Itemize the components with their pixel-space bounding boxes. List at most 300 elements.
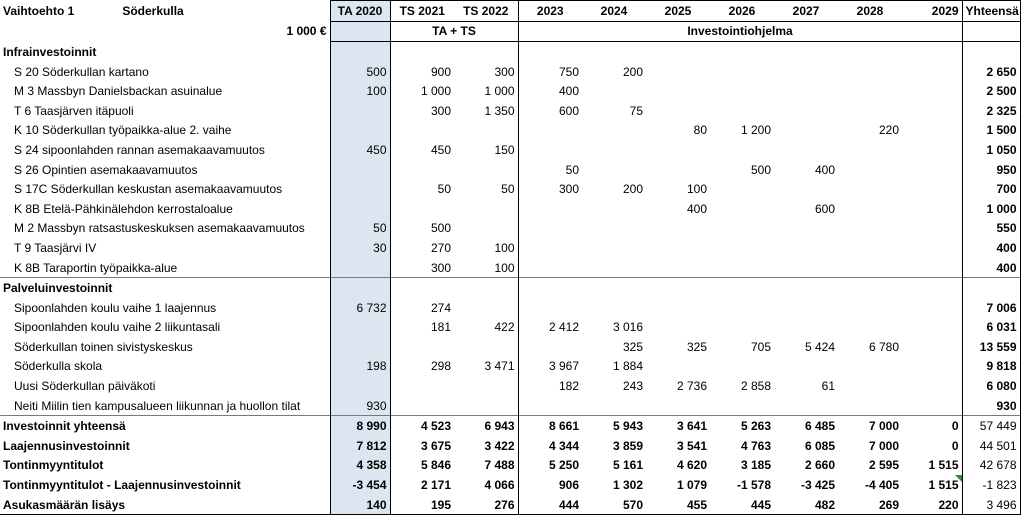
value-cell: [518, 121, 582, 141]
value-cell: [518, 396, 582, 416]
summary-value: 455: [646, 495, 710, 515]
value-cell: 298: [430, 359, 451, 374]
table-row: [0, 258, 1020, 278]
col-2029: 2029: [902, 1, 962, 22]
value-cell: 3 967: [548, 359, 579, 374]
summary-value: 4 620: [676, 458, 707, 473]
value-cell: [710, 81, 774, 101]
value-cell: [390, 337, 454, 357]
empty-cell: [582, 278, 646, 298]
value-cell: [774, 62, 838, 82]
table-row: [0, 121, 1020, 141]
value-cell: 75: [629, 103, 643, 118]
value-cell: [774, 258, 838, 278]
total-cell: 9 818: [962, 357, 1020, 377]
summary-value: 1 515: [928, 458, 959, 473]
col-2027: 2027: [774, 1, 838, 22]
summary-value: 2 595: [868, 458, 899, 473]
value-cell: [838, 376, 902, 396]
summary-value: 1 515: [902, 475, 962, 495]
value-cell: [582, 121, 646, 141]
value-cell: 5 424: [804, 339, 835, 354]
summary-value: 3 541: [676, 438, 707, 453]
value-cell: 3 471: [454, 357, 518, 377]
summary-row: [0, 475, 1020, 495]
value-cell: 2 858: [740, 379, 771, 394]
summary-value: -3 425: [800, 478, 835, 493]
value-cell: 243: [622, 379, 643, 394]
value-cell: 750: [558, 64, 579, 79]
value-cell: [710, 219, 774, 239]
col-total: Yhteensä: [962, 1, 1020, 22]
empty-cell: [774, 42, 838, 62]
title-left: Vaihtoehto 1: [3, 3, 75, 18]
value-cell: [390, 121, 454, 141]
empty-cell: [646, 278, 710, 298]
row-label: K 10 Söderkullan työpaikka-alue 2. vaihe: [14, 123, 232, 138]
value-cell: [902, 179, 962, 199]
total-cell: 1 050: [962, 140, 1020, 160]
value-cell: [774, 396, 838, 416]
total-cell: 700: [962, 179, 1020, 199]
value-cell: [838, 199, 902, 219]
value-cell: 200: [622, 64, 643, 79]
value-cell: [330, 121, 390, 141]
value-cell: [518, 219, 582, 239]
summary-value: 4 066: [454, 475, 518, 495]
summary-value: 276: [454, 495, 518, 515]
value-cell: [902, 258, 962, 278]
empty-cell: [646, 42, 710, 62]
value-cell: 1 884: [612, 359, 643, 374]
value-cell: [710, 258, 774, 278]
value-cell: [390, 376, 454, 396]
value-cell: [330, 160, 390, 180]
summary-value: 4 344: [548, 438, 579, 453]
summary-total: 42 678: [962, 456, 1020, 476]
total-cell: 550: [962, 219, 1020, 239]
value-cell: [518, 258, 582, 278]
value-cell: [774, 318, 838, 338]
section-title: Palveluinvestoinnit: [0, 278, 330, 298]
table-row: [0, 396, 1020, 416]
summary-row: [0, 416, 1020, 436]
value-cell: 500: [750, 162, 771, 177]
total-cell: 2 325: [962, 101, 1020, 121]
summary-value: 2 171: [420, 478, 451, 493]
total-cell: 950: [962, 160, 1020, 180]
row-label: M 2 Massbyn ratsastuskeskuksen asemakaavamuutos: [14, 221, 305, 236]
summary-value: 0: [951, 438, 959, 453]
value-cell: 50: [454, 179, 518, 199]
value-cell: 422: [454, 318, 518, 338]
value-cell: [710, 179, 774, 199]
row-label: M 3 Massbyn Danielsbackan asuinalue: [14, 84, 223, 99]
value-cell: [902, 396, 962, 416]
summary-value: 1 079: [676, 478, 707, 493]
value-cell: [710, 199, 774, 219]
value-cell: 80: [693, 123, 707, 138]
value-cell: [454, 298, 518, 318]
value-cell: [710, 298, 774, 318]
empty-cell: [710, 278, 774, 298]
value-cell: [902, 62, 962, 82]
total-cell: 400: [962, 238, 1020, 258]
value-cell: [774, 121, 838, 141]
summary-label: Investoinnit yhteensä: [0, 416, 330, 436]
row-label: S 20 Söderkullan kartano: [14, 64, 149, 79]
summary-value: 7 000: [868, 438, 899, 453]
summary-value: 6 085: [804, 438, 835, 453]
col-2023: 2023: [518, 1, 582, 22]
value-cell: [902, 121, 962, 141]
value-cell: [454, 376, 518, 396]
value-cell: [774, 298, 838, 318]
value-cell: 600: [558, 103, 579, 118]
value-cell: 100: [686, 182, 707, 197]
value-cell: [518, 199, 582, 219]
value-cell: 182: [558, 379, 579, 394]
summary-value: 3 422: [454, 436, 518, 456]
col-2026: 2026: [710, 1, 774, 22]
value-cell: 100: [454, 238, 518, 258]
summary-row: [0, 436, 1020, 456]
value-cell: [902, 199, 962, 219]
section-header: [0, 42, 1020, 62]
summary-value: 3 641: [646, 416, 710, 436]
value-cell: [902, 376, 962, 396]
summary-value: 5 263: [710, 416, 774, 436]
value-cell: 181: [430, 320, 451, 335]
empty-cell: [518, 42, 582, 62]
table-row: [0, 62, 1020, 82]
value-cell: [902, 101, 962, 121]
empty-cell: [962, 42, 1020, 62]
value-cell: [646, 219, 710, 239]
value-cell: [330, 318, 390, 338]
value-cell: [390, 160, 454, 180]
value-cell: 400: [686, 201, 707, 216]
total-cell: 2 650: [962, 62, 1020, 82]
value-cell: [710, 396, 774, 416]
value-cell: [646, 238, 710, 258]
col-2025: 2025: [646, 1, 710, 22]
value-cell: [518, 140, 582, 160]
table-row: [0, 160, 1020, 180]
value-cell: [582, 219, 646, 239]
value-cell: 600: [814, 201, 835, 216]
table-row: [0, 357, 1020, 377]
value-cell: [454, 337, 518, 357]
total-cell: 2 500: [962, 81, 1020, 101]
value-cell: 50: [565, 162, 579, 177]
value-cell: [838, 62, 902, 82]
value-cell: 150: [454, 140, 518, 160]
summary-value: 3 185: [740, 458, 771, 473]
value-cell: [774, 179, 838, 199]
value-cell: [518, 298, 582, 318]
value-cell: [582, 81, 646, 101]
value-cell: 270: [430, 240, 451, 255]
empty-cell: [838, 278, 902, 298]
table-row: [0, 140, 1020, 160]
value-cell: [582, 396, 646, 416]
row-label: S 24 sipoonlahden rannan asemakaavamuutos: [14, 142, 265, 157]
value-cell: 1 350: [454, 101, 518, 121]
empty-cell: [390, 42, 454, 62]
value-cell: [710, 238, 774, 258]
row-label: T 9 Taasjärvi IV: [14, 240, 97, 255]
value-cell: 450: [330, 140, 390, 160]
summary-value: -4 405: [864, 478, 899, 493]
value-cell: [710, 62, 774, 82]
row-label: Uusi Söderkullan päiväkoti: [14, 379, 156, 394]
value-cell: [330, 101, 390, 121]
summary-value: 4 763: [740, 438, 771, 453]
summary-label: Laajennusinvestoinnit: [3, 438, 130, 453]
value-cell: [902, 357, 962, 377]
row-label: Sipoonlahden koulu vaihe 2 liikuntasali: [14, 320, 221, 335]
summary-value: 2 660: [804, 458, 835, 473]
summary-row: [0, 456, 1020, 476]
table-row: [0, 238, 1020, 258]
value-cell: 325: [622, 339, 643, 354]
summary-value: 5 846: [420, 458, 451, 473]
section-title: Infrainvestoinnit: [3, 44, 97, 59]
value-cell: 100: [454, 258, 518, 278]
total-cell: 7 006: [962, 298, 1020, 318]
value-cell: 220: [878, 123, 899, 138]
value-cell: 2 736: [676, 379, 707, 394]
value-cell: 300: [430, 260, 451, 275]
empty-cell: [962, 278, 1020, 298]
value-cell: 6 732: [330, 298, 390, 318]
summary-value: 570: [582, 495, 646, 515]
value-cell: 500: [430, 221, 451, 236]
value-cell: 6 780: [868, 339, 899, 354]
value-cell: [646, 298, 710, 318]
value-cell: [646, 62, 710, 82]
value-cell: [330, 376, 390, 396]
value-cell: 30: [330, 238, 390, 258]
header-row: [0, 1, 1020, 22]
title-area: Söderkulla: [122, 3, 184, 18]
summary-value: 7 488: [454, 456, 518, 476]
value-cell: [582, 160, 646, 180]
row-label: S 26 Opintien asemakaavamuutos: [14, 162, 198, 177]
table-row: [0, 101, 1020, 121]
summary-value: 7 812: [330, 436, 390, 456]
value-cell: [454, 160, 518, 180]
value-cell: 61: [821, 379, 835, 394]
summary-value: 6 485: [774, 416, 838, 436]
value-cell: [838, 238, 902, 258]
col-2028: 2028: [838, 1, 902, 22]
summary-row: [0, 495, 1020, 515]
value-cell: [646, 101, 710, 121]
table-row: [0, 81, 1020, 101]
section-header: [0, 278, 1020, 298]
total-cell: 6 031: [962, 318, 1020, 338]
value-cell: 930: [330, 396, 390, 416]
value-cell: [646, 140, 710, 160]
summary-value: -1 578: [736, 478, 771, 493]
value-cell: [902, 298, 962, 318]
value-cell: [774, 357, 838, 377]
value-cell: [838, 396, 902, 416]
value-cell: [582, 199, 646, 219]
group-ts-label: TA + TS: [390, 21, 518, 42]
summary-total: 57 449: [962, 416, 1020, 436]
value-cell: 1 200: [740, 123, 771, 138]
value-cell: 300: [558, 182, 579, 197]
unit-label: 1 000 €: [286, 24, 327, 39]
summary-value: 6 943: [454, 416, 518, 436]
summary-value: 444: [518, 495, 582, 515]
summary-value: 8 661: [518, 416, 582, 436]
empty-cell: [518, 278, 582, 298]
empty-cell: [838, 42, 902, 62]
total-cell: 1 000: [962, 199, 1020, 219]
empty-cell: [710, 42, 774, 62]
value-cell: [646, 81, 710, 101]
summary-value: -3 454: [330, 475, 390, 495]
summary-total: 44 501: [962, 436, 1020, 456]
value-cell: [838, 101, 902, 121]
row-label: T 6 Taasjärven itäpuoli: [14, 103, 134, 118]
value-cell: [774, 140, 838, 160]
value-cell: 705: [750, 339, 771, 354]
value-cell: 300: [454, 62, 518, 82]
value-cell: 2 412: [548, 320, 579, 335]
value-cell: [582, 140, 646, 160]
table-row: [0, 337, 1020, 357]
value-cell: 325: [686, 339, 707, 354]
value-cell: [518, 238, 582, 258]
value-cell: [838, 160, 902, 180]
total-cell: 930: [962, 396, 1020, 416]
group-plan-label: Investointiohjelma: [518, 21, 962, 42]
value-cell: [710, 140, 774, 160]
value-cell: [902, 160, 962, 180]
value-cell: [646, 258, 710, 278]
row-label: Sipoonlahden koulu vaihe 1 laajennus: [14, 300, 217, 315]
value-cell: [774, 81, 838, 101]
empty-cell: [330, 278, 390, 298]
table-row: [0, 219, 1020, 239]
value-cell: 274: [430, 300, 451, 315]
value-cell: [582, 298, 646, 318]
value-cell: [710, 357, 774, 377]
col-ts2021: TS 2021: [390, 1, 454, 22]
summary-value: 906: [558, 478, 579, 493]
value-cell: [838, 357, 902, 377]
empty-cell: [902, 278, 962, 298]
empty-cell: [454, 42, 518, 62]
table-row: [0, 376, 1020, 396]
value-cell: [330, 199, 390, 219]
value-cell: [774, 238, 838, 258]
value-cell: [838, 298, 902, 318]
value-cell: 1 000: [420, 84, 451, 99]
value-cell: [838, 140, 902, 160]
value-cell: [902, 219, 962, 239]
value-cell: [330, 179, 390, 199]
value-cell: 900: [430, 64, 451, 79]
summary-value: 5 161: [612, 458, 643, 473]
row-label: K 8B Etelä-Pähkinälehdon kerrostaloalue: [14, 201, 233, 216]
summary-total: -1 823: [962, 475, 1020, 495]
value-cell: [646, 396, 710, 416]
empty-cell: [330, 42, 390, 62]
value-cell: 100: [330, 81, 390, 101]
value-cell: 400: [814, 162, 835, 177]
total-cell: 6 080: [962, 376, 1020, 396]
value-cell: 50: [330, 219, 390, 239]
value-cell: [902, 81, 962, 101]
row-label: K 8B Taraportin työpaikka-alue: [14, 260, 178, 275]
summary-value: 220: [902, 495, 962, 515]
summary-value: 445: [710, 495, 774, 515]
value-cell: [454, 199, 518, 219]
value-cell: 198: [330, 357, 390, 377]
row-label: Neiti Miilin tien kampusalueen liikunnan ja huollon tilat: [14, 398, 301, 413]
summary-label: Tontinmyyntitulot - Laajennusinvestoinnit: [3, 478, 241, 493]
col-ta2020: TA 2020: [330, 1, 390, 22]
row-label: S 17C Söderkullan keskustan asemakaavamuutos: [14, 182, 283, 197]
summary-value: 269: [838, 495, 902, 515]
value-cell: [902, 140, 962, 160]
value-cell: [330, 337, 390, 357]
empty-cell: [582, 42, 646, 62]
summary-value: 0: [902, 416, 962, 436]
value-cell: [454, 396, 518, 416]
table-row: [0, 199, 1020, 219]
summary-value: 1 302: [612, 478, 643, 493]
summary-label: Asukasmäärän lisäys: [0, 495, 330, 515]
value-cell: 300: [430, 103, 451, 118]
value-cell: 500: [330, 62, 390, 82]
value-cell: [710, 101, 774, 121]
value-cell: [390, 199, 454, 219]
value-cell: [838, 219, 902, 239]
summary-value: 3 859: [612, 438, 643, 453]
value-cell: [518, 337, 582, 357]
value-cell: [330, 258, 390, 278]
summary-value: 4 523: [390, 416, 454, 436]
value-cell: [902, 318, 962, 338]
value-cell: [582, 258, 646, 278]
summary-label: Tontinmyyntitulot: [3, 458, 104, 473]
value-cell: 50: [437, 182, 451, 197]
value-cell: 3 016: [612, 320, 643, 335]
value-cell: [646, 357, 710, 377]
value-cell: [774, 219, 838, 239]
row-label: Söderkulla skola: [14, 359, 103, 374]
value-cell: [454, 121, 518, 141]
summary-value: 7 000: [838, 416, 902, 436]
col-2024: 2024: [582, 1, 646, 22]
table-row: [0, 298, 1020, 318]
summary-value: 195: [390, 495, 454, 515]
summary-value: 5 250: [548, 458, 579, 473]
summary-value: 4 358: [330, 456, 390, 476]
table-row: [0, 318, 1020, 338]
table-row: [0, 179, 1020, 199]
empty-cell: [454, 278, 518, 298]
summary-value: 8 990: [330, 416, 390, 436]
empty-cell: [390, 278, 454, 298]
